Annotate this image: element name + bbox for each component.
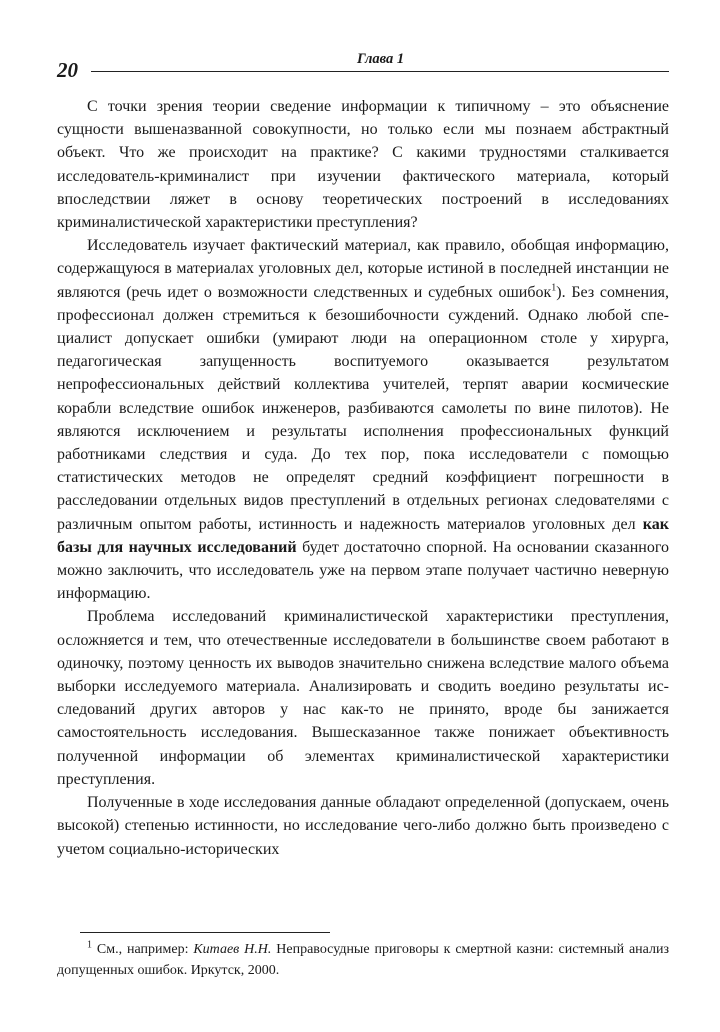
paragraph-text: Полученные в ходе исследования данные обладают определенной (допускаем, очень высокой) степенью истинности, но исследование чего-либо должно быть произведено с учетом социально-исторических — [57, 794, 669, 858]
running-header — [57, 46, 669, 86]
footnote — [57, 939, 669, 981]
footnote-rest: Неправосудные приговоры к смертной казни: системный анализ допущенных ошибок. Иркутск, 2000. — [57, 942, 670, 978]
footnote-author: Китаев Н.Н. — [193, 942, 272, 957]
footnote-separator — [80, 932, 330, 933]
footnote-text — [57, 939, 669, 981]
paragraph — [57, 605, 669, 791]
paragraph-text: Проблема исследований криминалистической характеристики преступления, осложняется и тем, что отечественные исследователи в большинстве своем работают в одиночку, поэтому ценность их выводов значительно снижена вследствие малого объема выборки исследуемого материала. Анализировать и сводить воедино результаты исследований других авторов у нас как-то не принято, вроде бы занижается самостоятельность исследования. Вышесказанное также понижает объективность полученной информации об элементах криминалистической характеристики преступления. — [57, 608, 669, 788]
body-text — [57, 95, 669, 861]
emphasis-text: как базы для научных исследований — [57, 515, 669, 556]
paragraph-text: С точки зрения теории сведение информации к типичному – это объяснение сущности вышеназванной совокупности, но только если мы познаем абстрактный объект. Что же происходит на практике? С какими трудностями сталкивается исследователь-криминалист при изучении фактического материала, который впоследствии ляжет в основу теоретических построений в исследованиях криминалистической характеристики преступления? — [57, 98, 669, 232]
chapter-title: Глава 1 — [357, 51, 405, 67]
paragraph-text: будет достаточно спорной. На основании сказанного можно заключить, что исследователь уже на первом этапе получает частично неверную информацию. — [57, 538, 669, 603]
paragraph — [57, 791, 669, 861]
paragraph-text: Исследователь изучает фактический материал, как правило, обобщая информацию, содержащуюся в материалах уголовных дел, которые истиной в последней инстанции не являются (речь идет о возможности следственных и судебных ошибок — [57, 237, 669, 301]
footnote-prefix: См., например: — [92, 942, 194, 957]
paragraph — [57, 234, 669, 605]
page-number: 20 — [57, 58, 78, 82]
footnote-marker: 1 — [87, 939, 92, 951]
paragraph-text: ). Без сомнения, профессионал должен стремиться к безошибочности суждений. Однако любой специалист допускает ошибки (умирают люди на операционном столе у хирурга, педагогическая запущенность воспитуемого оказывается результатом непрофессиональных действий коллектива учителей, терпят аварии космические корабли вследствие ошибок инженеров, разбиваются самолеты по вине пилотов). Не являются исключением и результаты исполнения профессиональных функций работниками следствия и суда. До тех пор, пока исследователи с помощью статистических методов не определят средний коэффициент погрешности в расследовании отдельных видов преступлений в отдельных регионах следователями с различным опытом работы, истинность и надежность материалов уголовных дел — [57, 283, 669, 533]
header-rule — [91, 71, 669, 72]
footnote-ref: 1 — [551, 282, 557, 294]
paragraph — [57, 95, 669, 234]
